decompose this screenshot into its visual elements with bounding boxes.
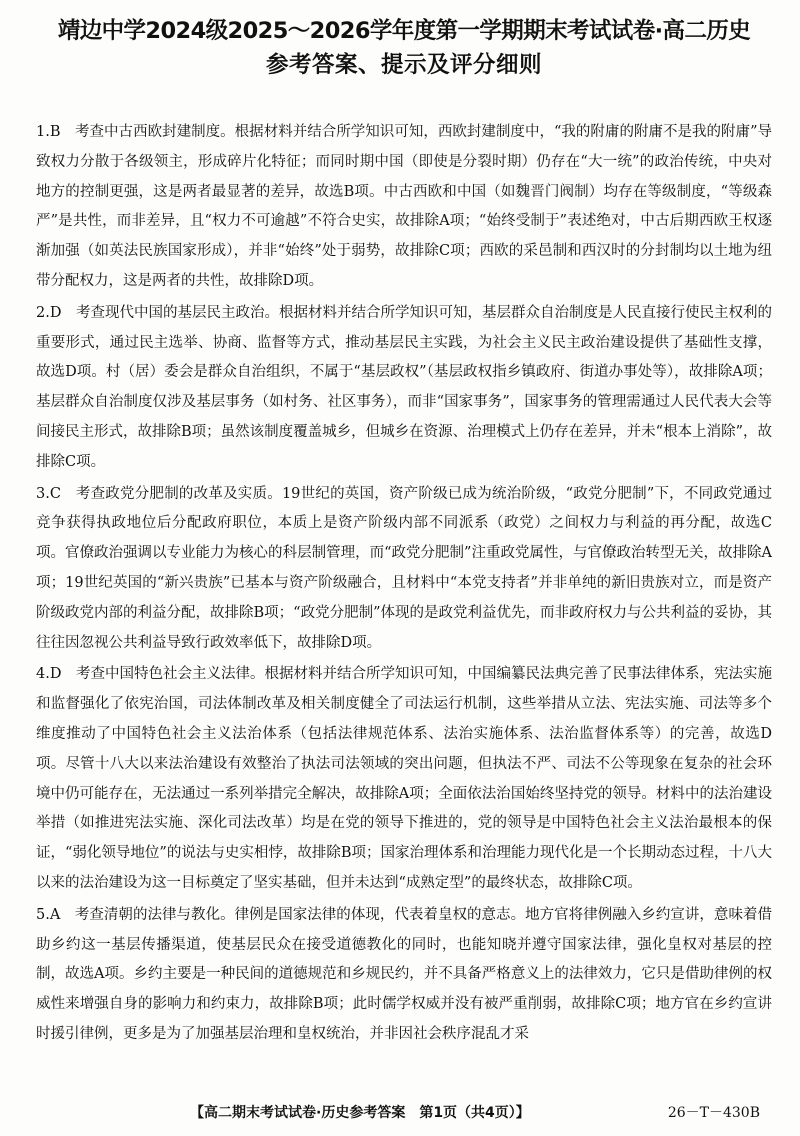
answer-item-1: 1.B 考查中古西欧封建制度。根据材料并结合所学知识可知，西欧封建制度中，“我的附庸的附庸不是我的附庸”导致权力分散于各级领主，形成碎片化特征；而同时期中国（即使是分裂时期）仍存在“大一统”的政治传统，中央对地方的控制更强，这是两者最显著的差异，故选B项。中古西欧和中国（如魏晋门阀制）均存在等级制度，“等级森严”是共性，而非差异，且“权力不可逾越”不符合史实，故排除A项；“始终受制于”表述绝对，中古后期西欧王权逐渐加强（如英法民族国家形成），并非“始终”处于弱势，故排除C项；西欧的采邑制和西汉时的分封制均以土地为纽带分配权力，这是两者的共性，故排除D项。 xyxy=(36,124,772,289)
answer-item-2: 2.D 考查现代中国的基层民主政治。根据材料并结合所学知识可知，基层群众自治制度是人民直接行使民主权利的重要形式，通过民主选举、协商、监督等方式，推动基层民主实践，为社会主义民主政治建设提供了基础性支撑，故选D项。村（居）委会是群众自治组织，不属于“基层政权”（基层政权指乡镇政府、街道办事处等），故排除A项；基层群众自治制度仅涉及基层事务（如村务、社区事务），而非“国家事务”，国家事务的管理需通过人民代表大会等间接民主形式，故排除B项；虽然该制度覆盖城乡，但城乡在资源、治理模式上仍存在差异，并未“根本上消除”，故排除C项。 xyxy=(36,304,772,470)
answer-item-5: 5.A 考查清朝的法律与教化。律例是国家法律的体现，代表着皇权的意志。地方官将律例融入乡约宣讲，意味着借助乡约这一基层传播渠道，使基层民众在接受道德教化的同时，也能知晓并遵守国家法律，强化皇权对基层的控制，故选A项。乡约主要是一种民间的道德规范和乡规民约，并不具备严格意义上的法律效力，它只是借助律例的权威性来增强自身的影响力和约束力，故排除B项；此时儒学权威并没有被严重削弱，故排除C项；地方官在乡约宣讲时援引律例，更多是为了加强基层治理和皇权统治，并非因社会秩序混乱才采 xyxy=(36,906,772,1042)
footer-page-info: 【高二期末考试试卷·历史参考答案 第1页（共4页）】 xyxy=(190,1105,530,1121)
page-footer xyxy=(0,1098,800,1128)
document-title xyxy=(36,14,772,82)
title-line-2: 参考答案、提示及评分细则 xyxy=(265,52,542,78)
answer-item-4: 4.D 考查中国特色社会主义法律。根据材料并结合所学知识可知，中国编纂民法典完善了民事法律体系，宪法实施和监督强化了依宪治国，司法体制改革及相关制度健全了司法运行机制，这些举措从立法、宪法实施、司法等多个维度推动了中国特色社会主义法治体系（包括法律规范体系、法治实施体系、法治监督体系等）的完善，故选D项。尽管十八大以来法治建设有效整治了执法司法领域的突出问题，但执法不严、司法不公等现象在复杂的社会环境中仍可能存在，无法通过一系列举措完全解决，故排除A项；全面依法治国始终坚持党的领导。材料中的法治建设举措（如推进宪法实施、深化司法改革）均是在党的领导下推进的，党的领导是中国特色社会主义法治最根本的保证，“弱化领导地位”的说法与史实相悖，故排除B项；国家治理体系和治理能力现代化是一个长期动态过程，十八大以来的法治建设为这一目标奠定了坚实基础，但并未达到“成熟定型”的最终状态，故排除C项。 xyxy=(36,666,772,891)
answer-list xyxy=(36,118,772,1050)
footer-exam-code: 26－T－430B xyxy=(667,1105,760,1121)
title-line-1: 靖边中学2024级2025～2026学年度第一学期期末考试试卷·高二历史 xyxy=(57,18,751,44)
answer-item-3: 3.C 考查政党分肥制的改革及实质。19世纪的英国，资产阶级已成为统治阶级，“政党分肥制”下，不同政党通过竞争获得执政地位后分配政府职位，本质上是资产阶级内部不同派系（政党）之间权力与利益的再分配，故选C项。官僚政治强调以专业能力为核心的科层制管理，而“政党分肥制”注重政党属性，与官僚政治转型无关，故排除A项；19世纪英国的“新兴贵族”已基本与资产阶级融合，且材料中“本党支持者”并非单纯的新旧贵族对立，而是资产阶级政党内部的利益分配，故排除B项；“政党分肥制”体现的是政党利益优先，而非政府权力与公共利益的妥协，其往往因忽视公共利益导致行政效率低下，故排除D项。 xyxy=(36,485,772,651)
